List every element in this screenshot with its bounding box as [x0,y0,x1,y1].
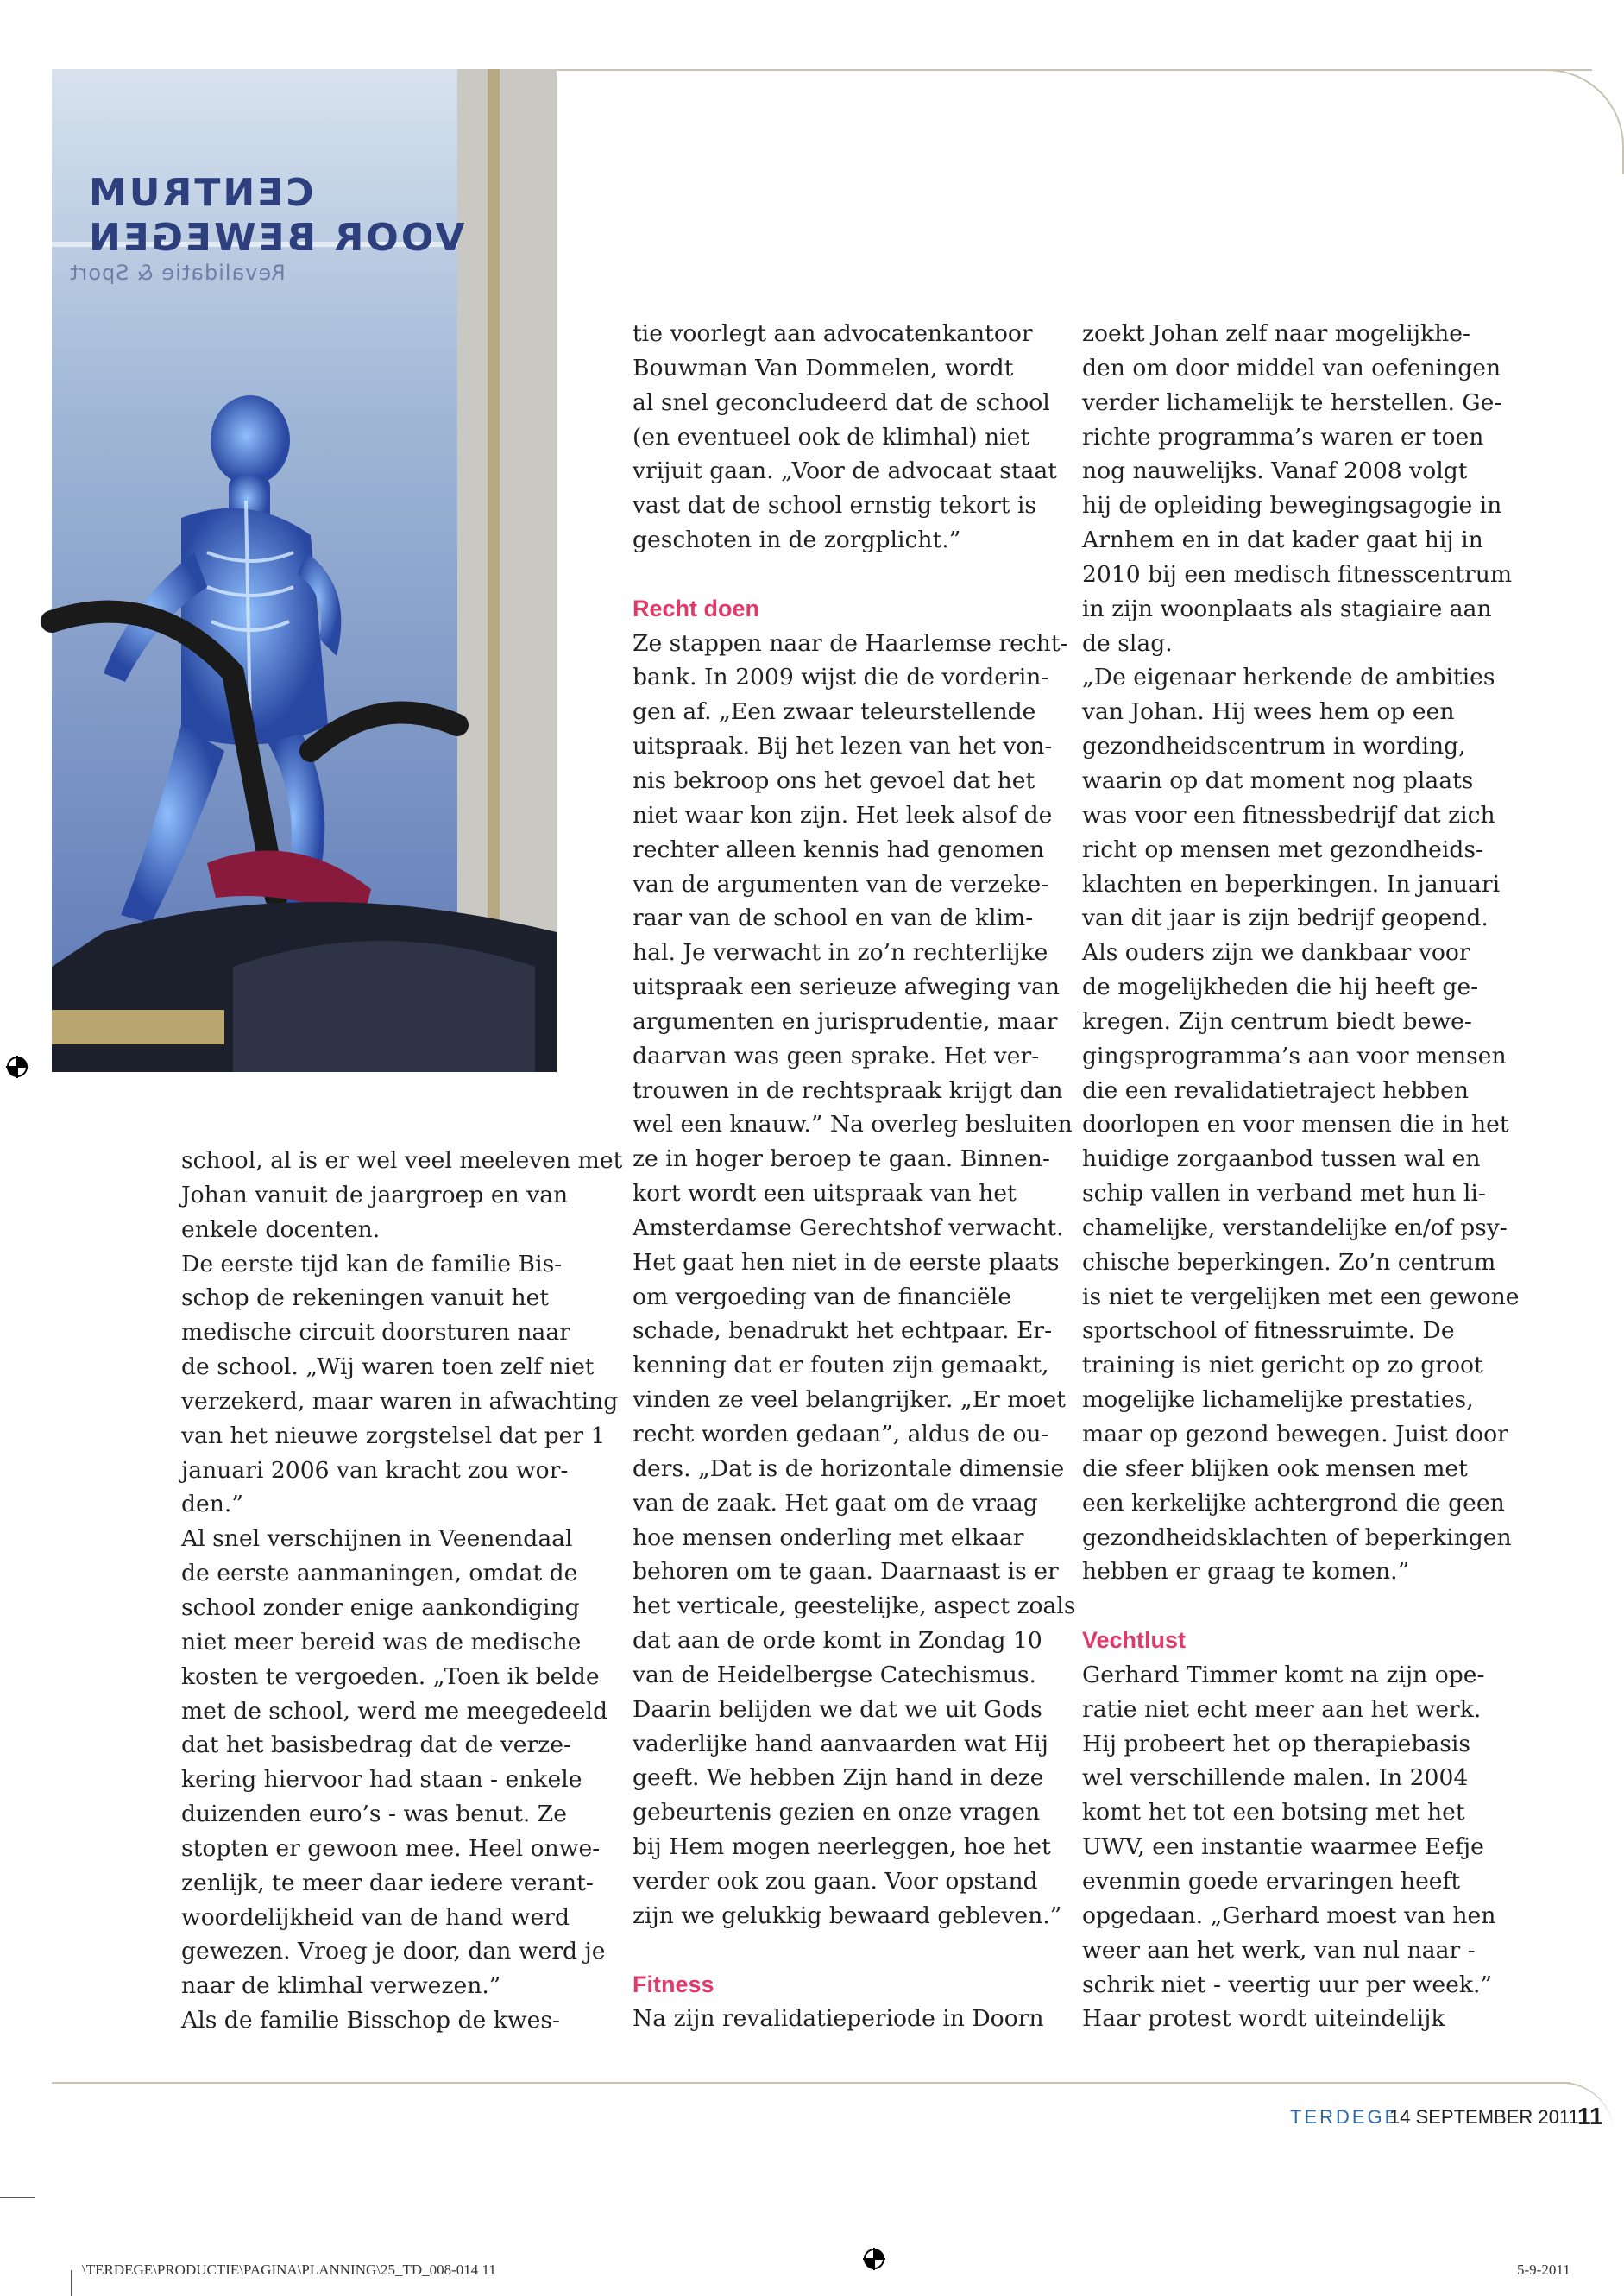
text-line: kort wordt een uitspraak van het [633,1180,1017,1208]
text-line: sportschool of fitnessruimte. De [1082,1317,1455,1345]
text-line: vinden ze veel belangrijker. „Er moet [633,1386,1066,1414]
text-line: zijn we gelukkig bewaard gebleven.” [633,1902,1062,1929]
text-line: van dit jaar is zijn bedrijf geopend. [1082,905,1489,932]
text-line: den.” [181,1491,243,1518]
text-line: Na zijn revalidatieperiode in Doorn [633,2005,1044,2033]
text-line: de slag. [1082,629,1173,657]
text-line: training is niet gericht op zo groot [1082,1352,1483,1379]
photo-sign-line1: CENTRUM [86,171,314,215]
text-line: schip vallen in verband met hun li- [1082,1180,1486,1208]
text-line: waarin op dat moment nog plaats [1082,766,1474,794]
text-line: ze in hoger beroep te gaan. Binnen- [633,1145,1050,1173]
text-line: van de zaak. Het gaat om de vraag [633,1489,1038,1517]
text-line: De eerste tijd kan de familie Bis- [181,1250,563,1277]
photo-sign-line3: Revalidatie & Sport [69,261,286,285]
text-line: school, al is er wel veel meeleven met [181,1147,623,1174]
text-line: geeft. We hebben Zijn hand in deze [633,1764,1044,1792]
subheading-fitness: Fitness [633,1971,714,1997]
text-line: maar op gezond bewegen. Juist door [1082,1421,1508,1448]
text-line: het verticale, geestelijke, aspect zoals [633,1593,1076,1620]
text-line: verder lichamelijk te herstellen. Ge- [1082,388,1502,416]
text-line: chamelijke, verstandelijke en/of psy- [1082,1214,1508,1241]
page-footer [0,2103,1603,2135]
text-line: niet waar kon zijn. Het leek alsof de [633,801,1053,829]
text-line: kering hiervoor had staan - enkele [181,1766,582,1794]
text-line: opgedaan. „Gerhard moest van hen [1082,1902,1496,1929]
text-line: naar de klimhal verwezen.” [181,1972,501,2000]
text-line: gezondheidscentrum in wording, [1082,733,1466,760]
text-line: huidige zorgaanbod tussen wal en [1082,1145,1481,1173]
text-line: klachten en beperkingen. In januari [1082,870,1501,898]
crop-mark [71,2270,72,2296]
text-line: Als de familie Bisschop de kwes- [181,2007,560,2034]
text-line: behoren om te gaan. Daarnaast is er [633,1558,1059,1586]
spacer [633,558,1076,592]
bottom-frame-rule [52,2082,1570,2084]
text-line: Bouwman Van Dommelen, wordt [633,354,1014,382]
text-line: verzekerd, maar waren in afwachting [181,1387,619,1415]
text-line: de mogelijkheden die hij heeft ge- [1082,974,1479,1001]
text-line: die een revalidatietraject hebben [1082,1076,1469,1104]
text-line: komt het tot een botsing met het [1082,1799,1465,1826]
top-frame-rule [528,69,1592,71]
text-line: gen af. „Een zwaar teleurstellende [633,698,1036,726]
text-line: Haar protest wordt uiteindelijk [1082,2005,1445,2033]
text-line: rechter alleen kennis had genomen [633,836,1045,863]
spacer [633,1933,1076,1968]
text-line: uitspraak. Bij het lezen van het von- [633,733,1053,760]
text-line: stopten er gewoon mee. Heel onwe- [181,1834,601,1862]
text-line: Het gaat hen niet in de eerste plaats [633,1248,1060,1276]
text-line: was voor een fitnessbedrijf dat zich [1082,801,1495,829]
text-line: van het nieuwe zorgstelsel dat per 1 [181,1422,606,1449]
text-line: argumenten en jurisprudentie, maar [633,1007,1058,1035]
text-line: weer aan het werk, van nul naar - [1082,1936,1476,1964]
text-line: school zonder enige aankondiging [181,1593,580,1621]
text-line: van de argumenten van de verzeke- [633,870,1049,898]
text-line: evenmin goede ervaringen heeft [1082,1867,1461,1895]
text-line: hebben er graag te komen.” [1082,1558,1410,1586]
issue-date: 14 SEPTEMBER 2011 [1389,2106,1579,2128]
text-line: zoekt Johan zelf naar mogelijkhe- [1082,320,1471,347]
text-line: Amsterdamse Gerechtshof verwacht. [633,1214,1064,1241]
text-line: vast dat de school ernstig tekort is [633,492,1037,520]
text-line: al snel geconcludeerd dat de school [633,388,1050,416]
text-line: gezondheidsklachten of beperkingen [1082,1523,1512,1551]
spacer [1082,1589,1519,1624]
article-photo [52,69,557,1072]
text-line: Al snel verschijnen in Veenendaal [181,1525,573,1553]
text-line: vaderlijke hand aanvaarden wat Hij [633,1730,1048,1757]
text-line: tie voorlegt aan advocatenkantoor [633,320,1033,347]
text-line: van de Heidelbergse Catechismus. [633,1661,1036,1688]
text-line: vrijuit gaan. „Voor de advocaat staat [633,457,1057,485]
text-line: zenlijk, te meer daar iedere verant- [181,1869,594,1896]
text-line: hoe mensen onderling met elkaar [633,1523,1024,1551]
subheading-recht-doen: Recht doen [633,595,760,621]
registration-mark-icon [861,2246,887,2272]
text-line: Arnhem en in dat kader gaat hij in [1082,527,1483,554]
text-line: richt op mensen met gezondheids- [1082,836,1483,863]
text-line: (en eventueel ook de klimhal) niet [633,423,1030,451]
text-line: nog nauwelijks. Vanaf 2008 volgt [1082,457,1468,485]
text-line: de school. „Wij waren toen zelf niet [181,1353,595,1381]
text-line: UWV, een instantie waarmee Eefje [1082,1833,1484,1861]
text-line: Johan vanuit de jaargroep en van [181,1181,569,1208]
text-line: wel verschillende malen. In 2004 [1082,1764,1469,1792]
text-line: ders. „Dat is de horizontale dimensie [633,1454,1065,1482]
text-line: doorlopen en voor mensen die in het [1082,1111,1509,1139]
text-line: Ze stappen naar de Haarlemse recht- [633,629,1068,657]
page-number: 11 [1577,2103,1603,2129]
article-column-3 [1082,317,1519,2036]
text-line: Daarin belijden we dat we uit Gods [633,1695,1042,1723]
text-line: mogelijke lichamelijke prestaties, [1082,1386,1474,1414]
text-line: Als ouders zijn we dankbaar voor [1082,939,1470,967]
text-line: met de school, werd me meegedeeld [181,1697,607,1725]
text-line: gingsprogramma’s aan voor mensen [1082,1042,1507,1069]
text-line: Hij probeert het op therapiebasis [1082,1730,1471,1757]
text-line: duizenden euro’s - was benut. Ze [181,1801,568,1828]
text-line: van Johan. Hij wees hem op een [1082,698,1455,726]
text-line: schade, benadrukt het echtpaar. Er- [633,1317,1053,1345]
text-line: „De eigenaar herkende de ambities [1082,664,1495,691]
text-line: trouwen in de rechtspraak krijgt dan [633,1076,1063,1104]
text-line: kosten te vergoeden. „Toen ik belde [181,1662,600,1690]
text-line: enkele docenten. [181,1215,381,1243]
crop-mark [0,2197,35,2198]
text-line: schrik niet - veertig uur per week.” [1082,1971,1493,1998]
text-line: uitspraak een serieuze afweging van [633,974,1061,1001]
article-column-1 [181,1144,622,2038]
text-line: bij Hem mogen neerleggen, hoe het [633,1833,1051,1861]
registration-mark-icon [4,1054,30,1080]
text-line: gebeurtenis gezien en onze vragen [633,1799,1041,1826]
text-line: Gerhard Timmer komt na zijn ope- [1082,1661,1485,1688]
text-line: hal. Je verwacht in zo’n rechterlijke [633,939,1048,967]
text-line: verder ook zou gaan. Voor opstand [633,1867,1038,1895]
text-line: hij de opleiding bewegingsagogie in [1082,492,1502,520]
text-line: richte programma’s waren er toen [1082,423,1484,451]
subheading-vechtlust: Vechtlust [1082,1627,1187,1654]
print-slug-path: \TERDEGE\PRODUCTIE\PAGINA\PLANNING\25_TD_008-014 11 [82,2261,496,2278]
print-slug-date: 5-9-2011 [1517,2261,1570,2278]
text-line: dat het basisbedrag dat de verze- [181,1731,571,1759]
text-line: ratie niet echt meer aan het werk. [1082,1695,1482,1723]
text-line: den om door middel van oefeningen [1082,354,1501,382]
text-line: gewezen. Vroeg je door, dan werd je [181,1938,606,1965]
text-line: medische circuit doorsturen naar [181,1319,570,1347]
text-line: de eerste aanmaningen, omdat de [181,1560,578,1587]
text-line: januari 2006 van kracht zou wor- [181,1456,569,1484]
magazine-brand: TERDEGE [1290,2106,1401,2128]
text-line: in zijn woonplaats als stagiaire aan [1082,595,1492,622]
photo-sign-line2: VOOR BEWEGEN [86,216,465,260]
text-line: bank. In 2009 wijst die de vorderin- [633,664,1049,691]
text-line: 2010 bij een medisch fitnesscentrum [1082,560,1513,588]
article-column-2 [633,317,1076,2036]
top-frame-corner [1519,69,1624,174]
text-line: niet meer bereid was de medische [181,1628,582,1656]
text-line: woordelijkheid van de hand werd [181,1903,570,1931]
text-line: is niet te vergelijken met een gewone [1082,1283,1520,1310]
text-line: een kerkelijke achtergrond die geen [1082,1489,1505,1517]
text-line: die sfeer blijken ook mensen met [1082,1454,1468,1482]
text-line: nis bekroop ons het gevoel dat het [633,766,1035,794]
text-line: raar van de school en van de klim- [633,905,1034,932]
text-line: chische beperkingen. Zo’n centrum [1082,1248,1496,1276]
text-line: kenning dat er fouten zijn gemaakt, [633,1352,1049,1379]
text-line: om vergoeding van de financiële [633,1283,1011,1310]
text-line: dat aan de orde komt in Zondag 10 [633,1627,1042,1655]
text-line: geschoten in de zorgplicht.” [633,527,961,554]
text-line: daarvan was geen sprake. Het ver- [633,1042,1040,1069]
text-line: schop de rekeningen vanuit het [181,1284,550,1312]
text-line: recht worden gedaan”, aldus de ou- [633,1421,1049,1448]
text-line: kregen. Zijn centrum biedt bewe- [1082,1007,1472,1035]
text-line: wel een knauw.” Na overleg besluiten [633,1111,1073,1139]
